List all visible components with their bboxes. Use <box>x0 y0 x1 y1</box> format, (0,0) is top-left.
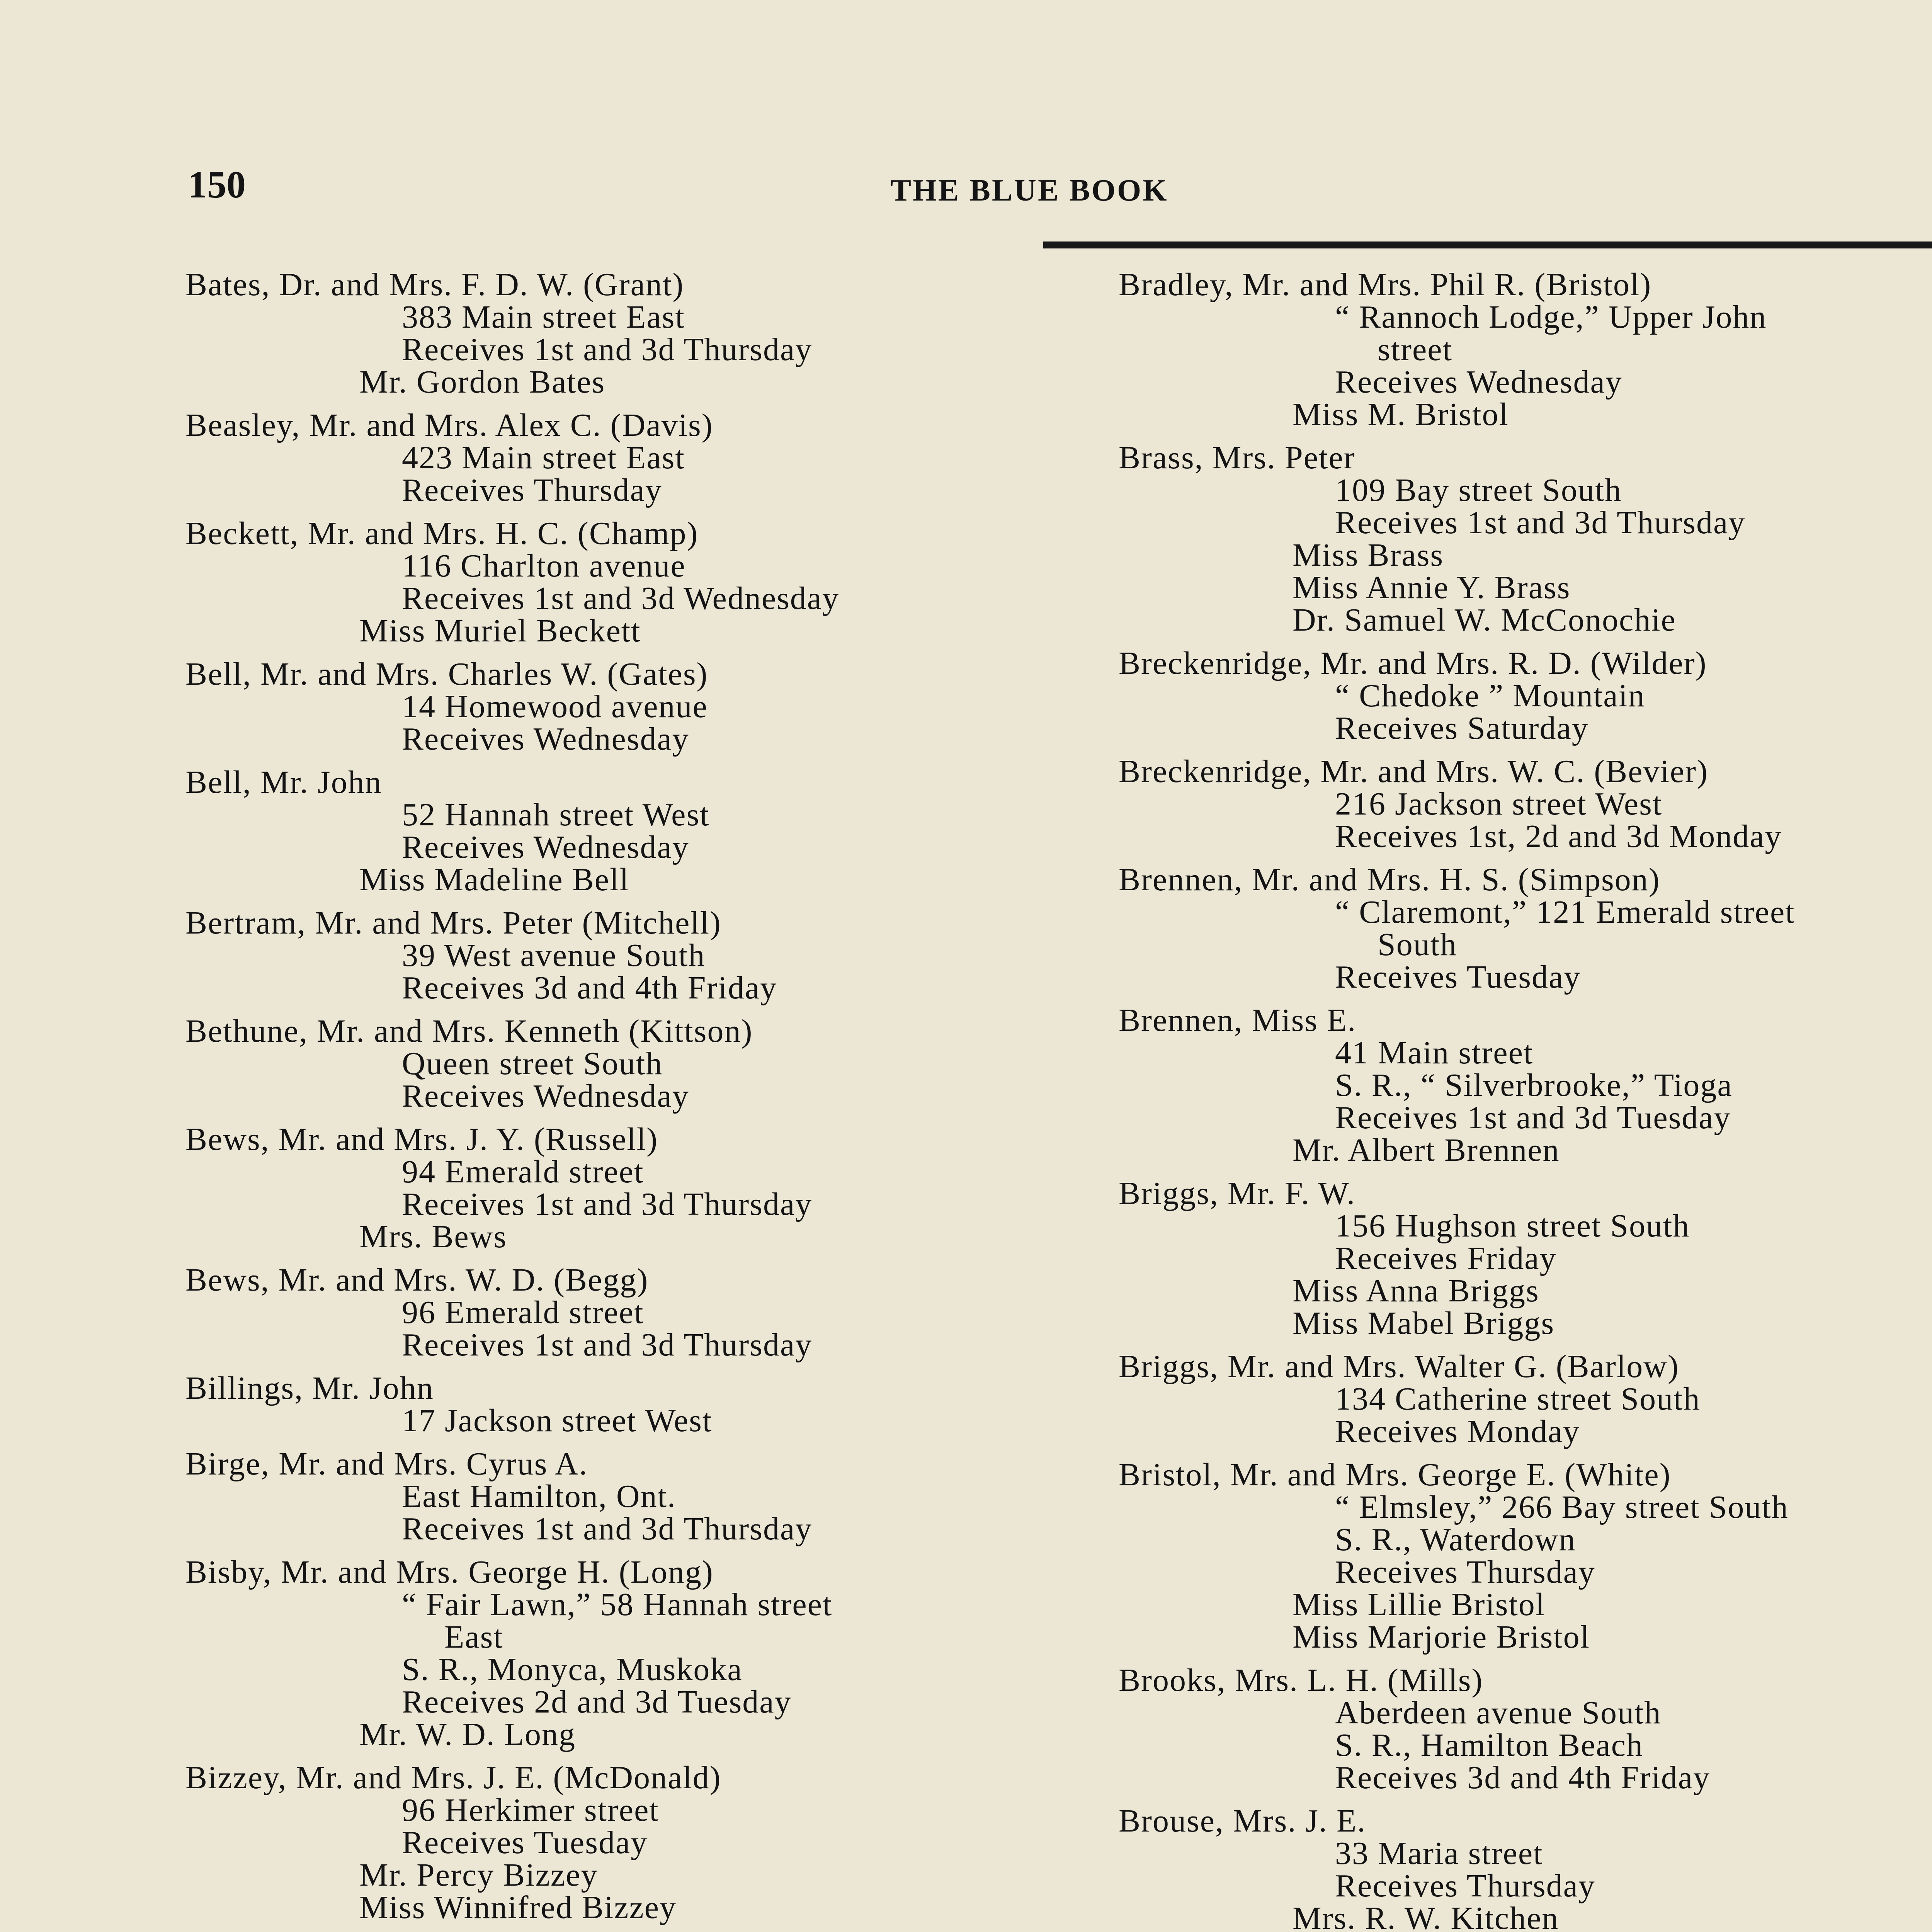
entry-detail: Mr. Albert Brennen <box>1293 1132 1560 1168</box>
entry-name: Bates, Dr. and Mrs. F. D. W. (Grant) <box>185 267 684 303</box>
entry-detail: Receives 1st, 2d and 3d Monday <box>1335 818 1782 854</box>
entry-detail: street <box>1378 332 1452 367</box>
entry-detail: 216 Jackson street West <box>1335 786 1663 822</box>
entry-detail: Receives Tuesday <box>402 1825 648 1861</box>
entry-detail: Receives 3d and 4th Friday <box>1335 1760 1711 1796</box>
entry-detail: Mr. Gordon Bates <box>359 364 605 400</box>
entry-detail: Miss Marjorie Bristol <box>1293 1619 1590 1655</box>
entry-detail: Receives 1st and 3d Wednesday <box>402 580 840 616</box>
entry-detail: “ Chedoke ” Mountain <box>1335 678 1645 714</box>
entry-name: Beckett, Mr. and Mrs. H. C. (Champ) <box>185 515 699 551</box>
entry-detail: Receives 1st and 3d Thursday <box>402 1186 813 1222</box>
directory-entry <box>1119 442 1932 636</box>
directory-entry <box>1119 864 1932 993</box>
entry-detail: Receives 1st and 3d Thursday <box>402 1327 813 1363</box>
entry-detail: 41 Main street <box>1335 1035 1534 1071</box>
entry-detail: 383 Main street East <box>402 299 685 335</box>
directory-entry <box>185 1448 1121 1545</box>
entry-detail: 33 Maria street <box>1335 1835 1543 1871</box>
entry-name: Briggs, Mr. and Mrs. Walter G. (Barlow) <box>1119 1349 1679 1384</box>
directory-entry <box>1119 1177 1932 1340</box>
entry-name: Breckenridge, Mr. and Mrs. W. C. (Bevier) <box>1119 753 1709 789</box>
directory-entry <box>1119 647 1932 745</box>
entry-detail: S. R., “ Silverbrooke,” Tioga <box>1335 1067 1733 1103</box>
entry-detail: Receives 1st and 3d Tuesday <box>1335 1100 1731 1136</box>
directory-entry <box>185 1762 1121 1924</box>
entry-detail: 116 Charlton avenue <box>402 548 686 584</box>
entry-detail: 52 Hannah street West <box>402 797 710 833</box>
entry-detail: Mr. Percy Bizzey <box>359 1857 598 1893</box>
entry-detail: “ Elmsley,” 266 Bay street South <box>1335 1489 1789 1525</box>
directory-entry <box>1119 1004 1932 1167</box>
entry-name: Beasley, Mr. and Mrs. Alex C. (Davis) <box>185 407 713 443</box>
entry-detail: Miss Anna Briggs <box>1293 1273 1539 1309</box>
directory-entry <box>1119 1459 1932 1653</box>
entry-name: Bradley, Mr. and Mrs. Phil R. (Bristol) <box>1119 267 1652 303</box>
entry-detail: Mr. W. D. Long <box>359 1716 576 1752</box>
entry-detail: Queen street South <box>402 1046 663 1082</box>
entry-detail: Miss M. Bristol <box>1293 396 1509 432</box>
entry-name: Brennen, Miss E. <box>1119 1002 1357 1038</box>
entry-detail: South <box>1378 927 1458 963</box>
entry-name: Bristol, Mr. and Mrs. George E. (White) <box>1119 1457 1671 1493</box>
entry-detail: 96 Herkimer street <box>402 1792 659 1828</box>
running-head: THE BLUE BOOK <box>890 173 1168 207</box>
entry-detail: Receives Wednesday <box>402 1078 689 1114</box>
directory-entry <box>1119 755 1932 853</box>
entry-detail: 134 Catherine street South <box>1335 1381 1701 1417</box>
entry-detail: “ Claremont,” 121 Emerald street <box>1335 894 1795 930</box>
entry-name: Bisby, Mr. and Mrs. George H. (Long) <box>185 1554 714 1590</box>
entry-name: Bizzey, Mr. and Mrs. J. E. (McDonald) <box>185 1760 721 1796</box>
entry-name: Brouse, Mrs. J. E. <box>1119 1803 1366 1839</box>
entry-detail: 109 Bay street South <box>1335 472 1622 508</box>
directory-entry <box>1119 269 1932 431</box>
directory-entry <box>185 766 1121 896</box>
left-column <box>185 269 1121 1932</box>
directory-entry <box>1119 1805 1932 1932</box>
directory-entry <box>1119 1350 1932 1448</box>
entry-detail: Receives 1st and 3d Thursday <box>1335 505 1746 541</box>
entry-detail: Receives Wednesday <box>1335 364 1622 400</box>
entry-detail: 17 Jackson street West <box>402 1403 713 1439</box>
entry-detail: Receives Wednesday <box>402 829 689 865</box>
directory-entry <box>185 517 1121 647</box>
entry-detail: Mrs. R. W. Kitchen <box>1293 1900 1559 1932</box>
entry-detail: Miss Lillie Bristol <box>1293 1587 1546 1622</box>
entry-name: Breckenridge, Mr. and Mrs. R. D. (Wilder) <box>1119 645 1707 681</box>
entry-detail: Receives Thursday <box>1335 1554 1595 1590</box>
entry-detail: Receives 1st and 3d Thursday <box>402 332 813 367</box>
entry-detail: 96 Emerald street <box>402 1294 644 1330</box>
entry-detail: 14 Homewood avenue <box>402 689 708 724</box>
directory-entry <box>185 1372 1121 1437</box>
page-number: 150 <box>188 163 246 206</box>
directory-entry <box>185 1264 1121 1361</box>
entry-name: Bews, Mr. and Mrs. W. D. (Begg) <box>185 1262 649 1298</box>
directory-entry <box>185 1015 1121 1112</box>
entry-detail: Receives Tuesday <box>1335 959 1581 995</box>
entry-detail: Receives Thursday <box>1335 1868 1595 1904</box>
entry-detail: Receives Saturday <box>1335 710 1589 746</box>
entry-detail: 156 Hughson street South <box>1335 1208 1690 1244</box>
directory-entry <box>185 269 1121 398</box>
entry-name: Bews, Mr. and Mrs. J. Y. (Russell) <box>185 1121 658 1157</box>
entry-name: Bell, Mr. and Mrs. Charles W. (Gates) <box>185 656 708 692</box>
entry-detail: “ Rannoch Lodge,” Upper John <box>1335 299 1767 335</box>
directory-entry <box>185 409 1121 507</box>
entry-detail: 39 West avenue South <box>402 937 706 973</box>
entry-detail: Mrs. Bews <box>359 1219 507 1255</box>
right-column <box>1119 269 1932 1932</box>
entry-detail: Aberdeen avenue South <box>1335 1695 1662 1731</box>
directory-entry <box>1119 1664 1932 1794</box>
entry-name: Brennen, Mr. and Mrs. H. S. (Simpson) <box>1119 862 1660 898</box>
entry-detail: Receives 3d and 4th Friday <box>402 970 777 1006</box>
entry-detail: Miss Muriel Beckett <box>359 613 641 649</box>
entry-detail: Receives Monday <box>1335 1413 1580 1449</box>
entry-name: Bethune, Mr. and Mrs. Kenneth (Kittson) <box>185 1013 753 1049</box>
entry-detail: Receives 2d and 3d Tuesday <box>402 1684 792 1720</box>
entry-detail: Miss Madeline Bell <box>359 862 629 898</box>
entry-name: Briggs, Mr. F. W. <box>1119 1175 1356 1211</box>
directory-entry <box>185 1123 1121 1253</box>
entry-detail: Receives Thursday <box>402 472 662 508</box>
directory-entry <box>185 658 1121 755</box>
entry-detail: Receives Wednesday <box>402 721 689 757</box>
entry-detail: S. R., Hamilton Beach <box>1335 1727 1643 1763</box>
entry-detail: East <box>444 1619 503 1655</box>
entry-name: Brooks, Mrs. L. H. (Mills) <box>1119 1662 1483 1698</box>
header-rule <box>1043 242 1932 248</box>
entry-name: Bell, Mr. John <box>185 764 382 800</box>
entry-detail: Receives Friday <box>1335 1240 1557 1276</box>
entry-detail: “ Fair Lawn,” 58 Hannah street <box>402 1587 833 1622</box>
entry-detail: Dr. Samuel W. McConochie <box>1293 602 1676 638</box>
entry-detail: East Hamilton, Ont. <box>402 1478 676 1514</box>
entry-name: Brass, Mrs. Peter <box>1119 440 1355 476</box>
entry-detail: Miss Annie Y. Brass <box>1293 570 1571 605</box>
directory-entry <box>185 1556 1121 1751</box>
entry-detail: 423 Main street East <box>402 440 685 476</box>
directory-entry <box>185 907 1121 1004</box>
entry-detail: Receives 1st and 3d Thursday <box>402 1511 813 1547</box>
entry-detail: Miss Winnifred Bizzey <box>359 1889 677 1925</box>
entry-detail: S. R., Waterdown <box>1335 1522 1576 1558</box>
entry-name: Bertram, Mr. and Mrs. Peter (Mitchell) <box>185 905 722 941</box>
entry-detail: 94 Emerald street <box>402 1154 644 1190</box>
entry-detail: S. R., Monyca, Muskoka <box>402 1651 743 1687</box>
entry-detail: Miss Mabel Briggs <box>1293 1305 1555 1341</box>
entry-name: Billings, Mr. John <box>185 1370 434 1406</box>
entry-name: Birge, Mr. and Mrs. Cyrus A. <box>185 1446 588 1482</box>
entry-detail: Miss Brass <box>1293 537 1444 573</box>
